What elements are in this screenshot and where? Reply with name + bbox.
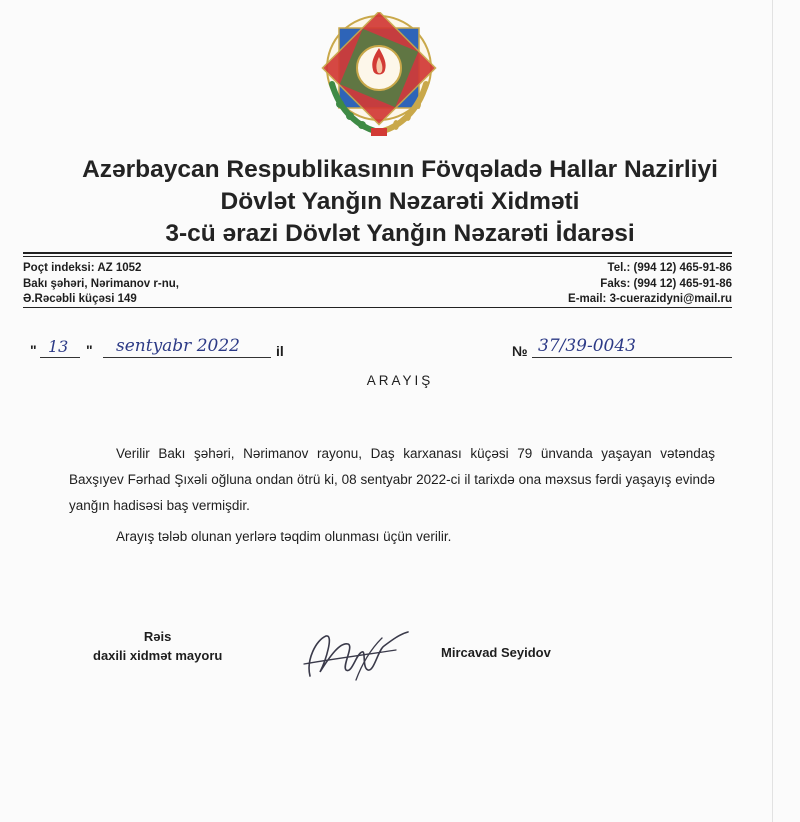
date-day: 13 — [48, 337, 69, 356]
signatory-name: Mircavad Seyidov — [441, 645, 551, 660]
department-title: 3-cü ərazi Dövlət Yanğın Nəzarəti İdarəsi — [165, 220, 635, 247]
date-day-line — [40, 357, 80, 358]
number-label: № — [512, 343, 528, 359]
number-line — [532, 357, 732, 358]
date-month-year: sentyabr 2022 — [116, 336, 240, 356]
state-emblem-icon — [320, 12, 438, 142]
ministry-title: Azərbaycan Respublikasının Fövqəladə Hallar Nazirliyi — [82, 156, 718, 183]
document-title: ARAYIŞ — [366, 373, 434, 388]
signatory-position — [93, 627, 222, 665]
address-block — [23, 261, 179, 308]
contact-divider — [23, 307, 732, 308]
address-street: Ə.Rəcəbli küçəsi 149 — [23, 293, 137, 305]
date-suffix: il — [276, 343, 284, 359]
document-body — [69, 441, 715, 550]
signatory-rank: daxili xidmət mayoru — [93, 648, 223, 663]
date-month-line — [103, 357, 271, 358]
email: E-mail: 3-cuerazidyni@mail.ru — [568, 293, 732, 305]
telephone: Tel.: (994 12) 465-91-86 — [607, 262, 732, 274]
page-edge — [772, 0, 773, 822]
signatory-title: Rəis — [143, 629, 172, 644]
body-paragraph: Arayış tələb olunan yerlərə təqdim olunması üçün verilir. — [116, 529, 452, 544]
postal-code: Poçt indeksi: AZ 1052 — [23, 262, 142, 274]
date-close-quote: " — [86, 342, 93, 358]
body-paragraph: Verilir Bakı şəhəri, Nərimanov rayonu, Daş karxanası küçəsi 79 ünvanda yaşayan vətəndaş Baxşıyev Fərhad Şıxəli oğluna ondan ötrü ki, 08 sentyabr 2022-ci il tarixdə ona məxsus fərdi yaşayış evində yanğın hadisəsi baş vermişdir. — [69, 446, 715, 513]
header-divider — [23, 252, 732, 254]
fax: Faks: (994 12) 465-91-86 — [600, 277, 732, 290]
document-number: 37/39-0043 — [538, 336, 636, 356]
date-open-quote: " — [30, 342, 37, 358]
service-title: Dövlət Yanğın Nəzarəti Xidməti — [220, 188, 580, 215]
contact-block — [568, 261, 732, 308]
header-divider-thin — [23, 256, 732, 257]
signature — [296, 620, 416, 686]
address-city: Bakı şəhəri, Nərimanov r-nu, — [23, 277, 179, 290]
